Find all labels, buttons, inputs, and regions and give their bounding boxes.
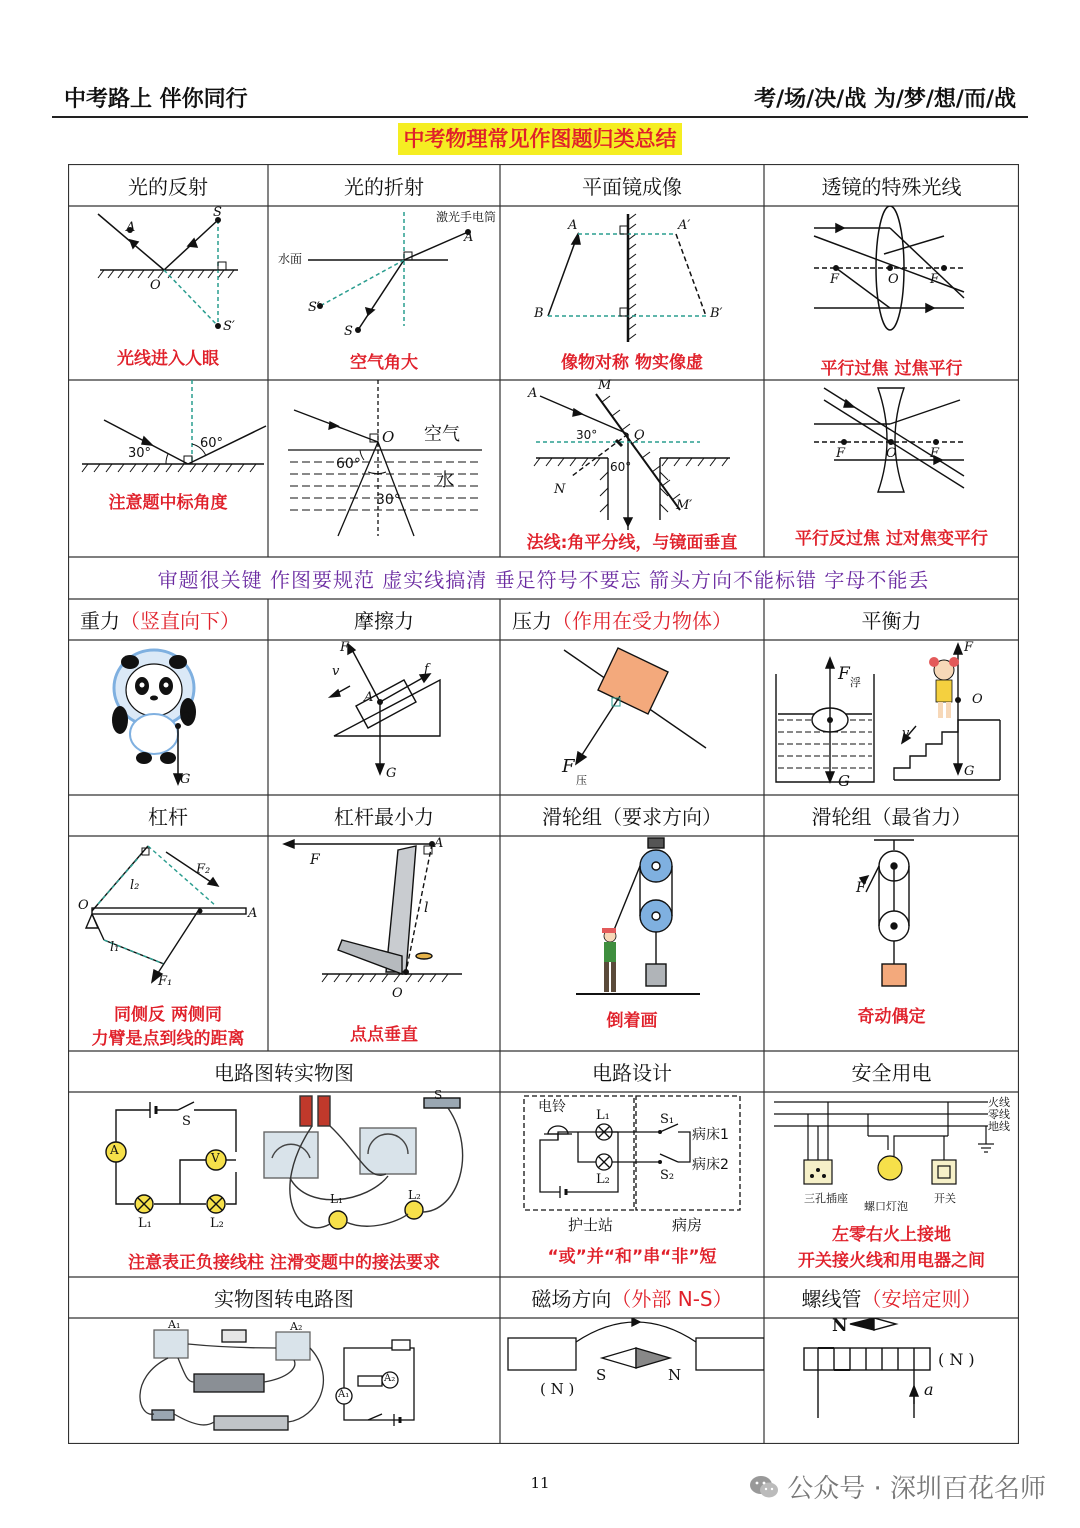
header-magnetic-note: （外部 N-S） (611, 1287, 733, 1311)
header-lever-min-force: 杠杆最小力 (334, 805, 434, 829)
cell-balanced-force: F 浮 G F O v G (764, 640, 1019, 795)
header-light-reflection: 光的反射 (128, 174, 208, 199)
header-gravity-note: （竖直向下） (120, 609, 240, 633)
label-switch: 开关 (934, 1192, 956, 1205)
caption-plane-mirror: 像物对称 物实像虚 (561, 353, 703, 373)
caption-convex-lens: 平行过焦 过焦平行 (820, 359, 963, 379)
caption-mirror-normal: 法线:角平分线，与镜面垂直 (526, 533, 738, 553)
caption-lever-min: 点点垂直 (350, 1025, 418, 1045)
label-screw-bulb: 螺口灯泡 (864, 1200, 908, 1213)
caption-reflection: 光线进入人眼 (117, 349, 219, 369)
header-pulley-direction: 滑轮组（要求方向） (542, 805, 722, 829)
header-electrical-safety: 安全用电 (851, 1061, 932, 1085)
cell-circuit-to-physical: A V S L₁ L₂ S L₁ L₂ 注意表正负接线柱 注滑变题中的接法要求 (68, 1092, 500, 1277)
air-water-refraction-diagram (268, 380, 500, 557)
header-gravity (68, 599, 268, 640)
caption-concave-lens: 平行反过焦 过对焦变平行 (795, 529, 988, 549)
cell-pressure: F 压 (500, 640, 764, 795)
label-ground-wire: 地线 (988, 1120, 1010, 1133)
cell-mirror-a: A A′ B B′ 像物对称 物实像虚 (500, 206, 764, 380)
panda-mascot-gravity-diagram (68, 640, 268, 795)
header-light-refraction: 光的折射 (344, 174, 424, 199)
label-bed2: 病床2 (692, 1157, 729, 1173)
label-three-pin-socket: 三孔插座 (804, 1192, 848, 1205)
header-lever: 杠杆 (148, 805, 188, 829)
watermark-text: 公众号 · 深圳百花名师 (787, 1474, 1046, 1504)
header-slogan-right: 考/场/决/战 为/梦/想/而/战 (754, 87, 1016, 112)
summary-table (68, 164, 1019, 1444)
cell-physical-to-circuit: A₁ A₂ A₂ A₁ (68, 1318, 500, 1444)
caption-reflection-angle: 注意题中标角度 (108, 493, 228, 513)
incline-friction-diagram (268, 640, 500, 795)
label-water-surface: 水面 (278, 252, 303, 266)
caption-lever-a: 同侧反 两侧同 (114, 1005, 222, 1025)
cell-friction: F v f A G (268, 640, 500, 795)
cell-refraction-a: 水面 激光手电筒 A S′ S 空气角大 (268, 206, 500, 380)
header-gravity-main: 重力 (80, 609, 120, 633)
cell-mirror-b: A M O N M′ 30° 60° 法线:角平分线，与镜面垂直 (500, 380, 764, 557)
caption-lever-b: 力臂是点到线的距离 (91, 1029, 245, 1049)
cell-reflection-a: S A O S′ 光线进入人眼 (68, 206, 268, 380)
header-solenoid-main: 螺线管 (801, 1287, 862, 1311)
angle-label-30: 30° (128, 446, 152, 461)
caption-pulley-direction: 倒着画 (606, 1011, 658, 1031)
caption-safety-b: 开关接火线和用电器之间 (798, 1251, 985, 1271)
watermark (749, 1468, 1046, 1505)
page-number: 11 (530, 1474, 550, 1492)
cell-reflection-b (68, 380, 268, 557)
label-neutral-wire: 零线 (988, 1108, 1010, 1121)
cell-pulley-least: F 奇动偶定 (764, 836, 1019, 1051)
label-bell: 电铃 (538, 1099, 566, 1115)
header-magnetic-main: 磁场方向 (531, 1287, 612, 1311)
header-solenoid (764, 1277, 1019, 1318)
header-solenoid-note: （安培定则） (861, 1287, 982, 1311)
label-bed1: 病床1 (692, 1127, 729, 1143)
angle-label-30-b: 30° (376, 492, 401, 508)
cell-lens-a: F O F 平行过焦 过焦平行 (764, 206, 1019, 380)
physical-to-circuit-diagram (68, 1318, 500, 1444)
label-water: 水 (436, 470, 454, 491)
header-lens-rays: 透镜的特殊光线 (821, 174, 962, 199)
cell-solenoid: N ( N ) a (764, 1318, 1019, 1444)
header-friction: 摩擦力 (354, 609, 414, 633)
angle-label-30-c: 30° (576, 428, 598, 442)
buoyancy-and-stairs-diagram (764, 640, 1019, 795)
caption-refraction: 空气角大 (350, 353, 418, 373)
cell-lever: O A F₂ l₂ l₁ F₁ 同侧反 两侧同 力臂是点到线的距离 (68, 836, 268, 1051)
cell-pulley-direction (500, 836, 764, 1051)
pressure-incline-diagram (500, 640, 764, 795)
page-title: 中考物理常见作图题归类总结 (398, 123, 682, 155)
angle-label-60-b: 60° (336, 456, 361, 472)
header-circuit-to-physical: 电路图转实物图 (214, 1061, 354, 1085)
lever-minimum-force-diagram (268, 836, 500, 1051)
reflection-angle-diagram (68, 380, 268, 557)
caption-circuit-design: “或”并“和”串“非”短 (547, 1247, 717, 1267)
caption-safety-a: 左零右火上接地 (832, 1225, 951, 1245)
angle-label-60-c: 60° (610, 460, 632, 474)
cell-lens-b: F O F 平行反过焦 过对焦变平行 (764, 380, 1019, 557)
header-pressure (500, 599, 764, 640)
drawing-tips-bar: 审题很关键 作图要规范 虚实线搞清 垂足符号不要忘 箭头方向不能标错 字母不能丢 (157, 567, 930, 592)
caption-pulley-least: 奇动偶定 (857, 1007, 926, 1027)
header-plane-mirror: 平面镜成像 (582, 174, 682, 199)
header-circuit-design: 电路设计 (592, 1061, 672, 1085)
solenoid-diagram (764, 1318, 1019, 1444)
caption-circuit-to-physical: 注意表正负接线柱 注滑变题中的接法要求 (128, 1253, 440, 1273)
header-magnetic-field (500, 1277, 764, 1318)
cell-lever-min: F A l O 点点垂直 (268, 836, 500, 1051)
cell-electrical-safety (764, 1092, 1019, 1277)
cell-circuit-design: 电铃 L₁ L₂ S₁ S₂ 病床1 病床2 护士站 病房 “或”并“和”串“非”短 (500, 1092, 764, 1277)
angle-label-60: 60° (200, 436, 224, 451)
header-balanced-force: 平衡力 (861, 609, 922, 633)
header-slogan-left: 中考路上 伴你同行 (64, 87, 248, 112)
cell-refraction-b: O 空气 水 60° 30° (268, 380, 500, 557)
header-pressure-note: （作用在受力物体） (552, 609, 732, 633)
label-air: 空气 (424, 424, 460, 445)
header-pulley-least-force: 滑轮组（最省力） (811, 805, 972, 829)
label-nurse-station: 护士站 (568, 1216, 614, 1234)
header-physical-to-circuit: 实物图转电路图 (214, 1287, 354, 1311)
header-rule (52, 116, 1028, 118)
label-ward: 病房 (672, 1216, 703, 1234)
cell-gravity: O G (68, 640, 268, 795)
label-laser: 激光手电筒 (436, 210, 497, 224)
label-live-wire: 火线 (988, 1096, 1010, 1109)
header-pressure-main: 压力 (512, 609, 552, 633)
cell-magnetic-field: ( N ) S N (500, 1318, 764, 1444)
wechat-icon (749, 1474, 779, 1500)
